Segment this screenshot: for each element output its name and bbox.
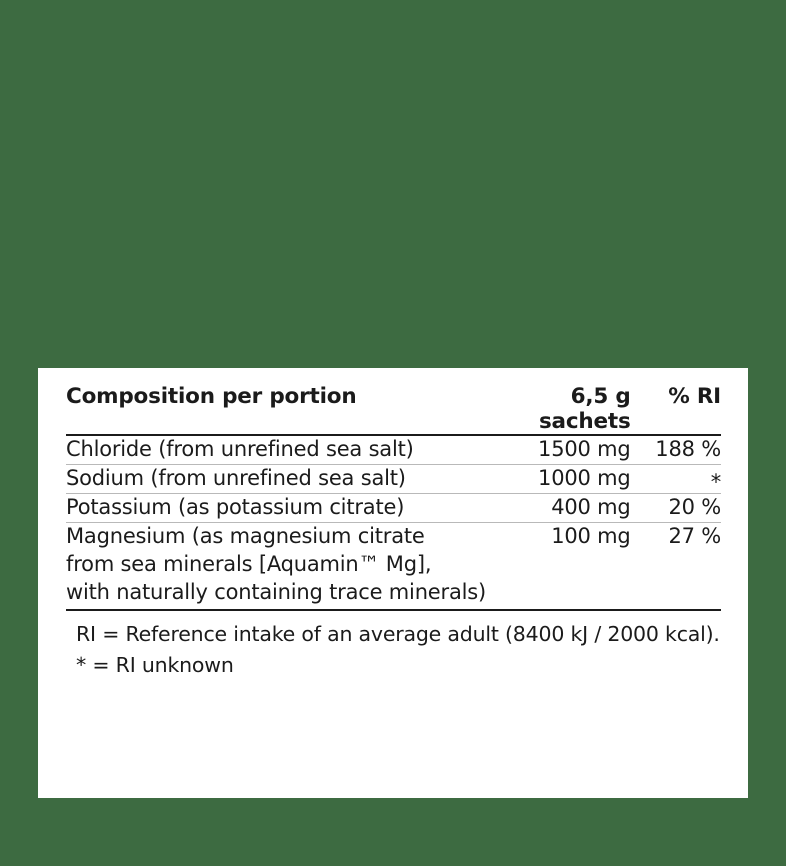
row-name-potassium: Potassium (as potassium citrate) (66, 493, 486, 522)
header-composition: Composition per portion (66, 384, 486, 435)
table-bottom-rule (66, 609, 721, 611)
nutrition-table-wrapper (66, 384, 721, 683)
table-header-row (66, 384, 721, 435)
table-row (66, 493, 721, 522)
nutrition-panel (38, 368, 748, 798)
ri-unknown-asterisk: * (710, 469, 721, 494)
row-ri-chloride: 188 % (631, 435, 721, 464)
header-ri: % RI (631, 384, 721, 435)
header-amount: 6,5 g sachets (486, 384, 631, 435)
footnote-ri-unknown: * = RI unknown (76, 653, 234, 678)
footnote-ri-definition: RI = Reference intake of an average adult (8400 kJ / 2000 kcal). (76, 621, 720, 646)
row-amount-potassium: 400 mg (486, 493, 631, 522)
row-name-sodium: Sodium (from unrefined sea salt) (66, 464, 486, 493)
table-row (66, 522, 721, 606)
footnotes (66, 620, 721, 681)
table-row (66, 435, 721, 464)
table-row (66, 464, 721, 493)
nutrition-facts-table (66, 384, 721, 607)
row-name-magnesium-line-3: with naturally containing trace minerals) (66, 579, 486, 604)
row-name-magnesium (66, 522, 486, 606)
row-name-chloride: Chloride (from unrefined sea salt) (66, 435, 486, 464)
row-amount-sodium: 1000 mg (486, 464, 631, 493)
row-ri-magnesium: 27 % (668, 523, 721, 548)
row-ri-potassium: 20 % (631, 493, 721, 522)
row-ri-sodium (631, 464, 721, 493)
row-amount-magnesium: 100 mg (551, 523, 631, 548)
row-amount-chloride: 1500 mg (486, 435, 631, 464)
row-name-magnesium-line-1: Magnesium (as magnesium citrate (66, 523, 425, 548)
row-name-magnesium-line-2: from sea minerals [Aquamin™ Mg], (66, 551, 432, 576)
